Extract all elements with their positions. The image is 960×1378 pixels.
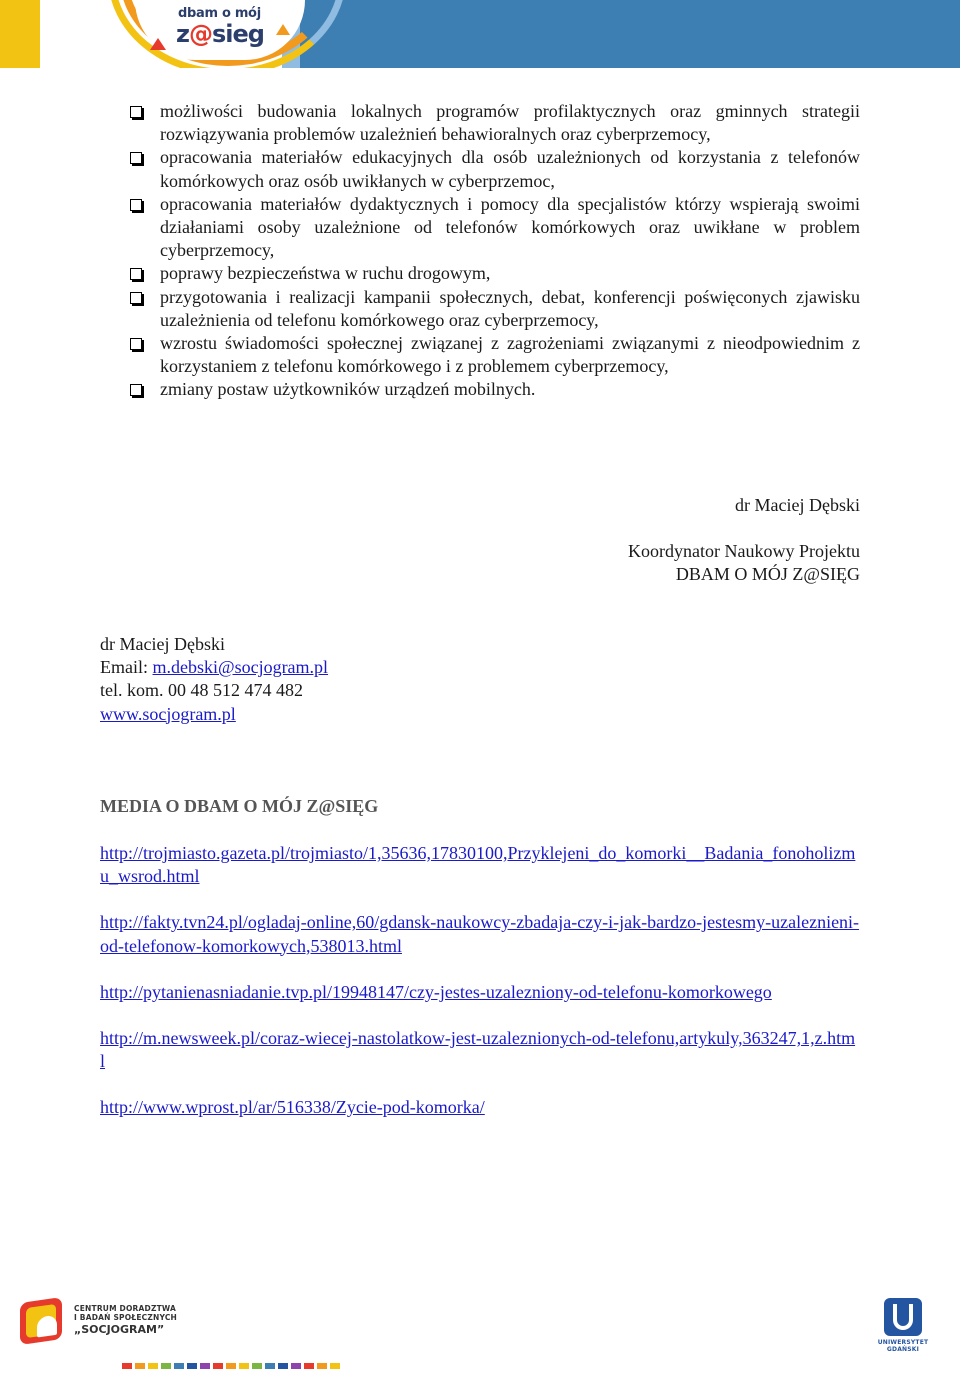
color-bar-segment <box>291 1363 301 1369</box>
media-link[interactable]: http://pytanienasniadanie.tvp.pl/19948147/czy-jestes-uzalezniony-od-telefonu-komorkowego <box>100 981 772 1002</box>
socjogram-cube-icon <box>20 1297 62 1345</box>
color-bar-segment <box>252 1363 262 1369</box>
signature-name: dr Maciej Dębski <box>735 495 860 515</box>
socjogram-text <box>74 1304 177 1337</box>
checkbox-bullet-icon <box>130 268 142 280</box>
socjogram-cube-inner <box>26 1304 56 1338</box>
color-bar-segment <box>135 1363 145 1369</box>
color-bar-segment <box>226 1363 236 1369</box>
socjogram-line1: CENTRUM DORADZTWA <box>74 1304 177 1313</box>
color-bar-segment <box>265 1363 275 1369</box>
color-bar-segment <box>304 1363 314 1369</box>
ug-emblem-mark <box>893 1304 913 1330</box>
color-bar-segment <box>213 1363 223 1369</box>
list-item-text: wzrostu świadomości społecznej związanej z zagrożeniami związanymi z nieodpowiednim z korzystaniem z telefonu komórkowego i z problemem cyberprzemocy, <box>160 333 860 377</box>
socjogram-line2: I BADAŃ SPOŁECZNYCH <box>74 1313 178 1322</box>
logo-big-suffix: sieg <box>211 20 264 48</box>
logo-small-text: dbam o mój <box>178 6 261 21</box>
color-bar-segment <box>187 1363 197 1369</box>
checkbox-bullet-icon <box>130 152 142 164</box>
media-link[interactable]: http://m.newsweek.pl/coraz-wiecej-nastolatkow-jest-uzaleznionych-od-telefonu,artykuly,363247,1,z.html <box>100 1028 856 1072</box>
contact-block <box>100 633 328 726</box>
media-links-list <box>100 842 860 1143</box>
list-item-text: przygotowania i realizacji kampanii społecznych, debat, konferencji poświęconych zjawisku uzależnienia od telefonu komórkowego oraz cyberprzemocy, <box>160 286 860 330</box>
checkbox-bullet-icon <box>130 384 142 396</box>
list-item-text: opracowania materiałów dydaktycznych i pomocy dla specjalistów którzy wspierają swoimi działaniami osoby uzależnione od telefonów komórkowych oraz uwikłane w problem cyberprzemocy, <box>160 193 860 261</box>
list-item-text: możliwości budowania lokalnych programów profilaktycznych oraz gminnych strategii rozwiązywania problemów uzależnień behawioralnych oraz cyberprzemocy, <box>160 101 860 145</box>
list-item-text: zmiany postaw użytkowników urządzeń mobilnych. <box>160 379 536 400</box>
socjogram-line3: „SOCJOGRAM” <box>74 1323 165 1336</box>
color-bar-segment <box>330 1363 340 1369</box>
ug-emblem-icon <box>884 1298 922 1336</box>
list-item <box>126 332 860 378</box>
header-blue-band <box>300 0 960 68</box>
ug-logo <box>868 1298 938 1353</box>
color-bar-segment <box>200 1363 210 1369</box>
logo-big-text <box>176 20 264 48</box>
color-bar-segment <box>278 1363 288 1369</box>
list-item <box>126 262 860 285</box>
media-heading: MEDIA O DBAM O MÓJ Z@SIĘG <box>100 796 379 816</box>
color-bar-segment <box>239 1363 249 1369</box>
color-bar-segment <box>174 1363 184 1369</box>
contact-email-row <box>100 656 328 679</box>
media-link[interactable]: http://fakty.tvn24.pl/ogladaj-online,60/gdansk-naukowcy-zbadaja-czy-i-jak-bardzo-jestesmy-uzaleznieni-od-telefonow-komorkowych,538013.html <box>100 912 860 956</box>
color-bar-segment <box>161 1363 171 1369</box>
checkbox-bullet-icon <box>130 106 142 118</box>
color-bar-segment <box>122 1363 132 1369</box>
benefits-list <box>126 100 860 402</box>
list-item <box>126 378 860 401</box>
checkbox-bullet-icon <box>130 292 142 304</box>
list-item-text: opracowania materiałów edukacyjnych dla osób uzależnionych od korzystania z telefonów komórkowych oraz osób uwikłanych w cyberprzemoc, <box>160 147 860 191</box>
signature-role: Koordynator Naukowy Projektu <box>628 541 860 561</box>
header-yellow-band <box>0 0 40 68</box>
contact-name: dr Maciej Dębski <box>100 634 225 654</box>
logo-big-prefix: z <box>176 20 189 48</box>
list-item <box>126 193 860 263</box>
socjogram-cube-face <box>37 1315 57 1338</box>
media-link[interactable]: http://trojmiasto.gazeta.pl/trojmiasto/1,35636,17830100,Przyklejeni_do_komorki__Badania_fonoholizmu_wsrod.html <box>100 843 856 887</box>
list-item <box>126 146 860 192</box>
list-item <box>126 100 860 146</box>
footer-color-bar <box>122 1363 343 1369</box>
list-item <box>126 286 860 332</box>
color-bar-segment <box>148 1363 158 1369</box>
color-bar-segment <box>317 1363 327 1369</box>
media-link[interactable]: http://www.wprost.pl/ar/516338/Zycie-pod-komorka/ <box>100 1097 485 1118</box>
contact-website-link[interactable]: www.socjogram.pl <box>100 703 236 724</box>
logo-big-at: @ <box>188 20 212 48</box>
checkbox-bullet-icon <box>130 199 142 211</box>
contact-email-label: Email: <box>100 657 153 678</box>
checkbox-bullet-icon <box>130 338 142 350</box>
contact-email-link[interactable]: m.debski@socjogram.pl <box>152 657 329 678</box>
list-item-text: poprawy bezpieczeństwa w ruchu drogowym, <box>160 263 491 284</box>
header-banner <box>0 0 960 68</box>
ug-label: UNIWERSYTET GDAŃSKI <box>877 1339 929 1353</box>
signature-block <box>628 540 860 586</box>
contact-phone: tel. kom. 00 48 512 474 482 <box>100 680 303 701</box>
logo-red-triangle-icon <box>150 38 166 50</box>
logo-orange-triangle-icon <box>276 24 290 35</box>
signature-project: DBAM O MÓJ Z@SIĘG <box>675 564 860 584</box>
